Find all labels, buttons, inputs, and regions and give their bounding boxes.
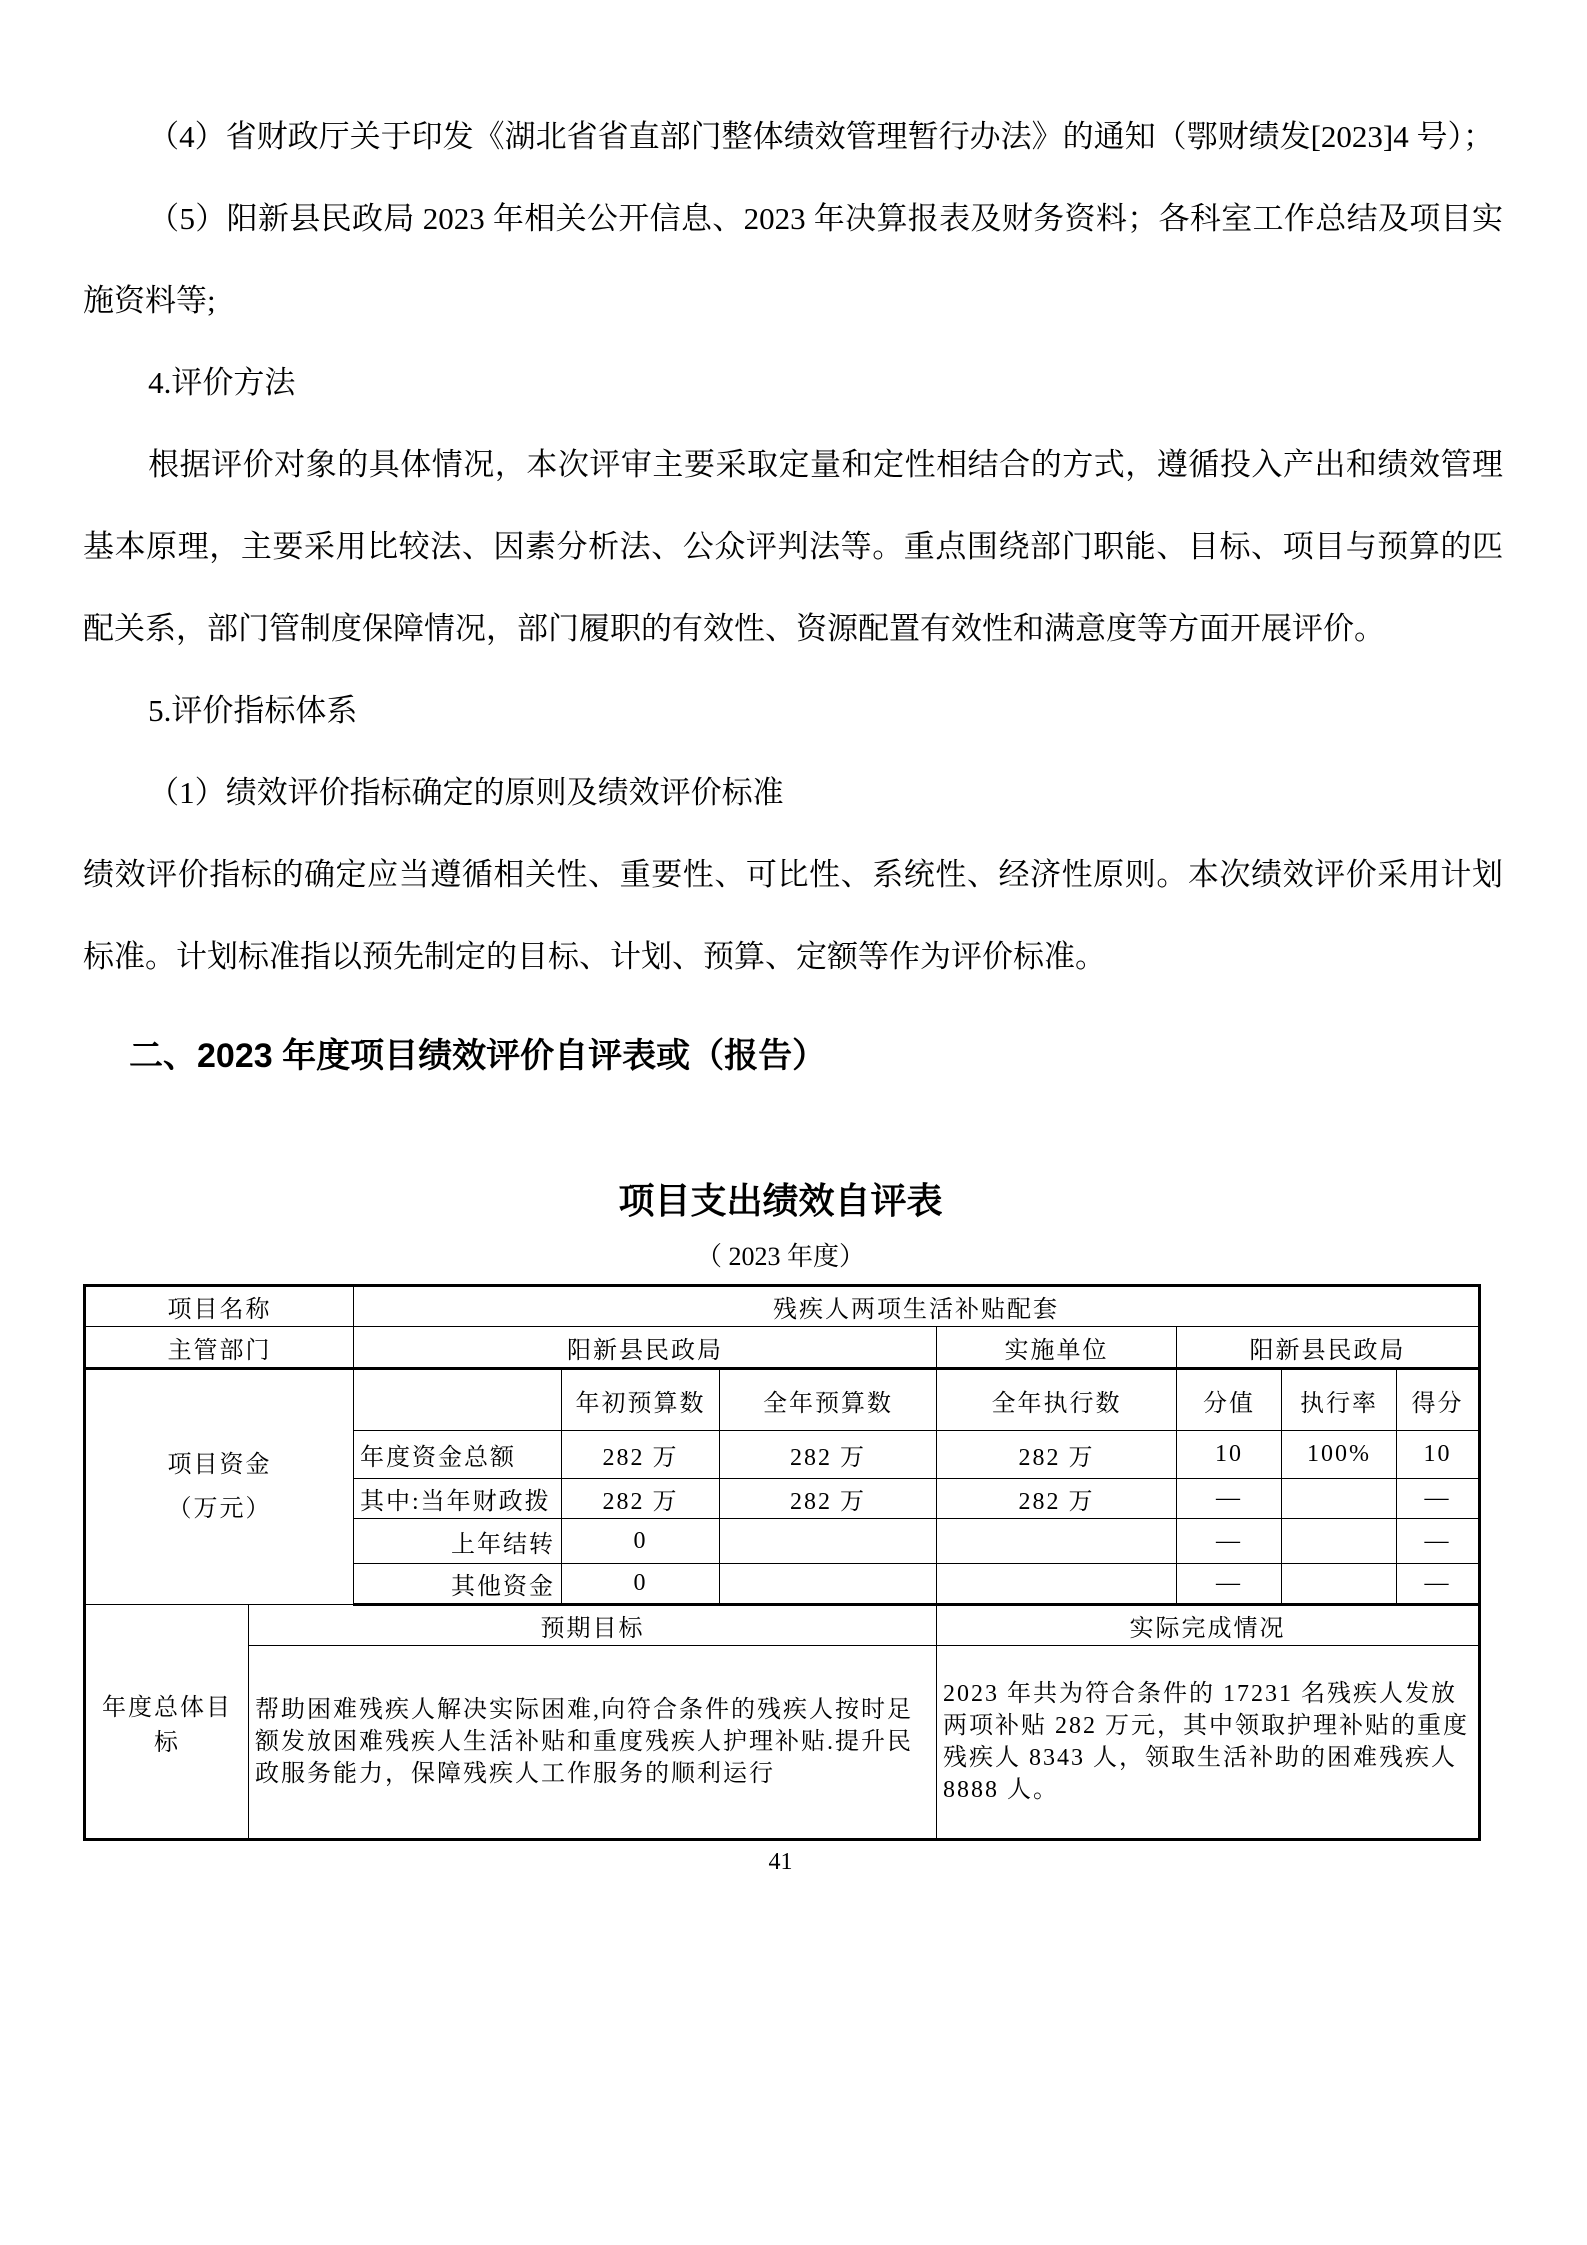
fund-row-initial: 282 万 <box>562 1479 720 1519</box>
paragraph-method-body: 根据评价对象的具体情况，本次评审主要采取定量和定性相结合的方式，遵循投入产出和绩效管理基本原理，主要采用比较法、因素分析法、公众评判法等。重点围绕部门职能、目标、项目与预算的匹配关系，部门管制度保障情况，部门履职的有效性、资源配置有效性和满意度等方面开展评价。 <box>83 447 1503 646</box>
fund-row-label: 其他资金 <box>354 1564 562 1605</box>
fund-row-weight: — <box>1177 1564 1282 1605</box>
section-heading: 二、2023 年度项目绩效评价自评表或（报告） <box>129 1037 827 1075</box>
fund-row-exec-rate <box>1282 1479 1397 1519</box>
project-name-value: 残疾人两项生活补贴配套 <box>354 1286 1480 1327</box>
table-row-departments <box>85 1327 1480 1369</box>
table-title: 项目支出绩效自评表 <box>618 1180 943 1221</box>
fund-row-exec-rate: 100% <box>1282 1431 1397 1479</box>
fund-row-annual <box>720 1564 937 1605</box>
impl-unit-label: 实施单位 <box>937 1327 1177 1369</box>
paragraph-method-title: 4.评价方法 <box>148 365 296 400</box>
table-row-fund-headers <box>85 1369 1480 1431</box>
fund-row-executed <box>937 1519 1177 1564</box>
annual-goal-label: 年度总体目标 <box>85 1605 249 1840</box>
col-header-annual-budget: 全年预算数 <box>720 1369 937 1431</box>
fund-row-exec-rate <box>1282 1564 1397 1605</box>
col-header-exec-rate: 执行率 <box>1282 1369 1397 1431</box>
expected-goal-text: 帮助困难残疾人解决实际困难,向符合条件的残疾人按时足额发放困难残疾人生活补贴和重度残疾人护理补贴.提升民政服务能力，保障残疾人工作服务的顺利运行 <box>249 1646 937 1840</box>
project-funds-label <box>85 1369 354 1605</box>
paragraph-source-4: （4）省财政厅关于印发《湖北省省直部门整体绩效管理暂行办法》的通知（鄂财绩发[2023]4 号）； <box>148 119 1494 154</box>
col-header-executed: 全年执行数 <box>937 1369 1177 1431</box>
paragraph-source-5: （5）阳新县民政局 2023 年相关公开信息、2023 年决算报表及财务资料；各科室工作总结及项目实施资料等; <box>83 201 1503 318</box>
fund-row-annual: 282 万 <box>720 1431 937 1479</box>
col-header-initial-budget: 年初预算数 <box>562 1369 720 1431</box>
paragraph-index-sub: （1）绩效评价指标确定的原则及绩效评价标准 <box>148 775 784 810</box>
fund-row-executed <box>937 1564 1177 1605</box>
fund-row-score: — <box>1397 1564 1480 1605</box>
impl-unit-value: 阳新县民政局 <box>1177 1327 1480 1369</box>
fund-row-executed: 282 万 <box>937 1431 1177 1479</box>
fund-row-label: 其中:当年财政拨 <box>354 1479 562 1519</box>
project-funds-label-text: 项目资金（万元） <box>167 1452 272 1522</box>
fund-row-annual <box>720 1519 937 1564</box>
fund-row-label: 上年结转 <box>354 1519 562 1564</box>
fund-row-name-header <box>354 1369 562 1431</box>
fund-row-score: — <box>1397 1519 1480 1564</box>
fund-row-initial: 282 万 <box>562 1431 720 1479</box>
actual-completion-header: 实际完成情况 <box>937 1605 1480 1646</box>
fund-row-score: — <box>1397 1479 1480 1519</box>
table-subtitle: （ 2023 年度） <box>695 1242 865 1271</box>
table-row-goal-headers <box>85 1605 1480 1646</box>
actual-completion-text: 2023 年共为符合条件的 17231 名残疾人发放两项补贴 282 万元，其中领取护理补贴的重度残疾人 8343 人，领取生活补助的困难残疾人 8888 人。 <box>937 1646 1480 1840</box>
self-evaluation-table <box>83 1284 1481 1841</box>
paragraph-index-title: 5.评价指标体系 <box>148 693 358 728</box>
report-body <box>83 96 1503 1097</box>
col-header-weight: 分值 <box>1177 1369 1282 1431</box>
table-row-goal-texts <box>85 1646 1480 1840</box>
fund-row-executed: 282 万 <box>937 1479 1177 1519</box>
paragraph-index-body: 绩效评价指标的确定应当遵循相关性、重要性、可比性、系统性、经济性原则。本次绩效评价采用计划标准。计划标准指以预先制定的目标、计划、预算、定额等作为评价标准。 <box>83 857 1503 974</box>
dept-value: 阳新县民政局 <box>354 1327 937 1369</box>
fund-row-exec-rate <box>1282 1519 1397 1564</box>
fund-row-weight: 10 <box>1177 1431 1282 1479</box>
dept-label: 主管部门 <box>85 1327 354 1369</box>
expected-goal-header: 预期目标 <box>249 1605 937 1646</box>
fund-row-score: 10 <box>1397 1431 1480 1479</box>
fund-row-initial: 0 <box>562 1564 720 1605</box>
table-row-project-name <box>85 1286 1480 1327</box>
fund-row-label: 年度资金总额 <box>354 1431 562 1479</box>
col-header-score: 得分 <box>1397 1369 1480 1431</box>
project-name-label: 项目名称 <box>85 1286 354 1327</box>
fund-row-weight: — <box>1177 1479 1282 1519</box>
fund-row-annual: 282 万 <box>720 1479 937 1519</box>
fund-row-weight: — <box>1177 1519 1282 1564</box>
fund-row-initial: 0 <box>562 1519 720 1564</box>
page-number: 41 <box>768 1849 793 1875</box>
